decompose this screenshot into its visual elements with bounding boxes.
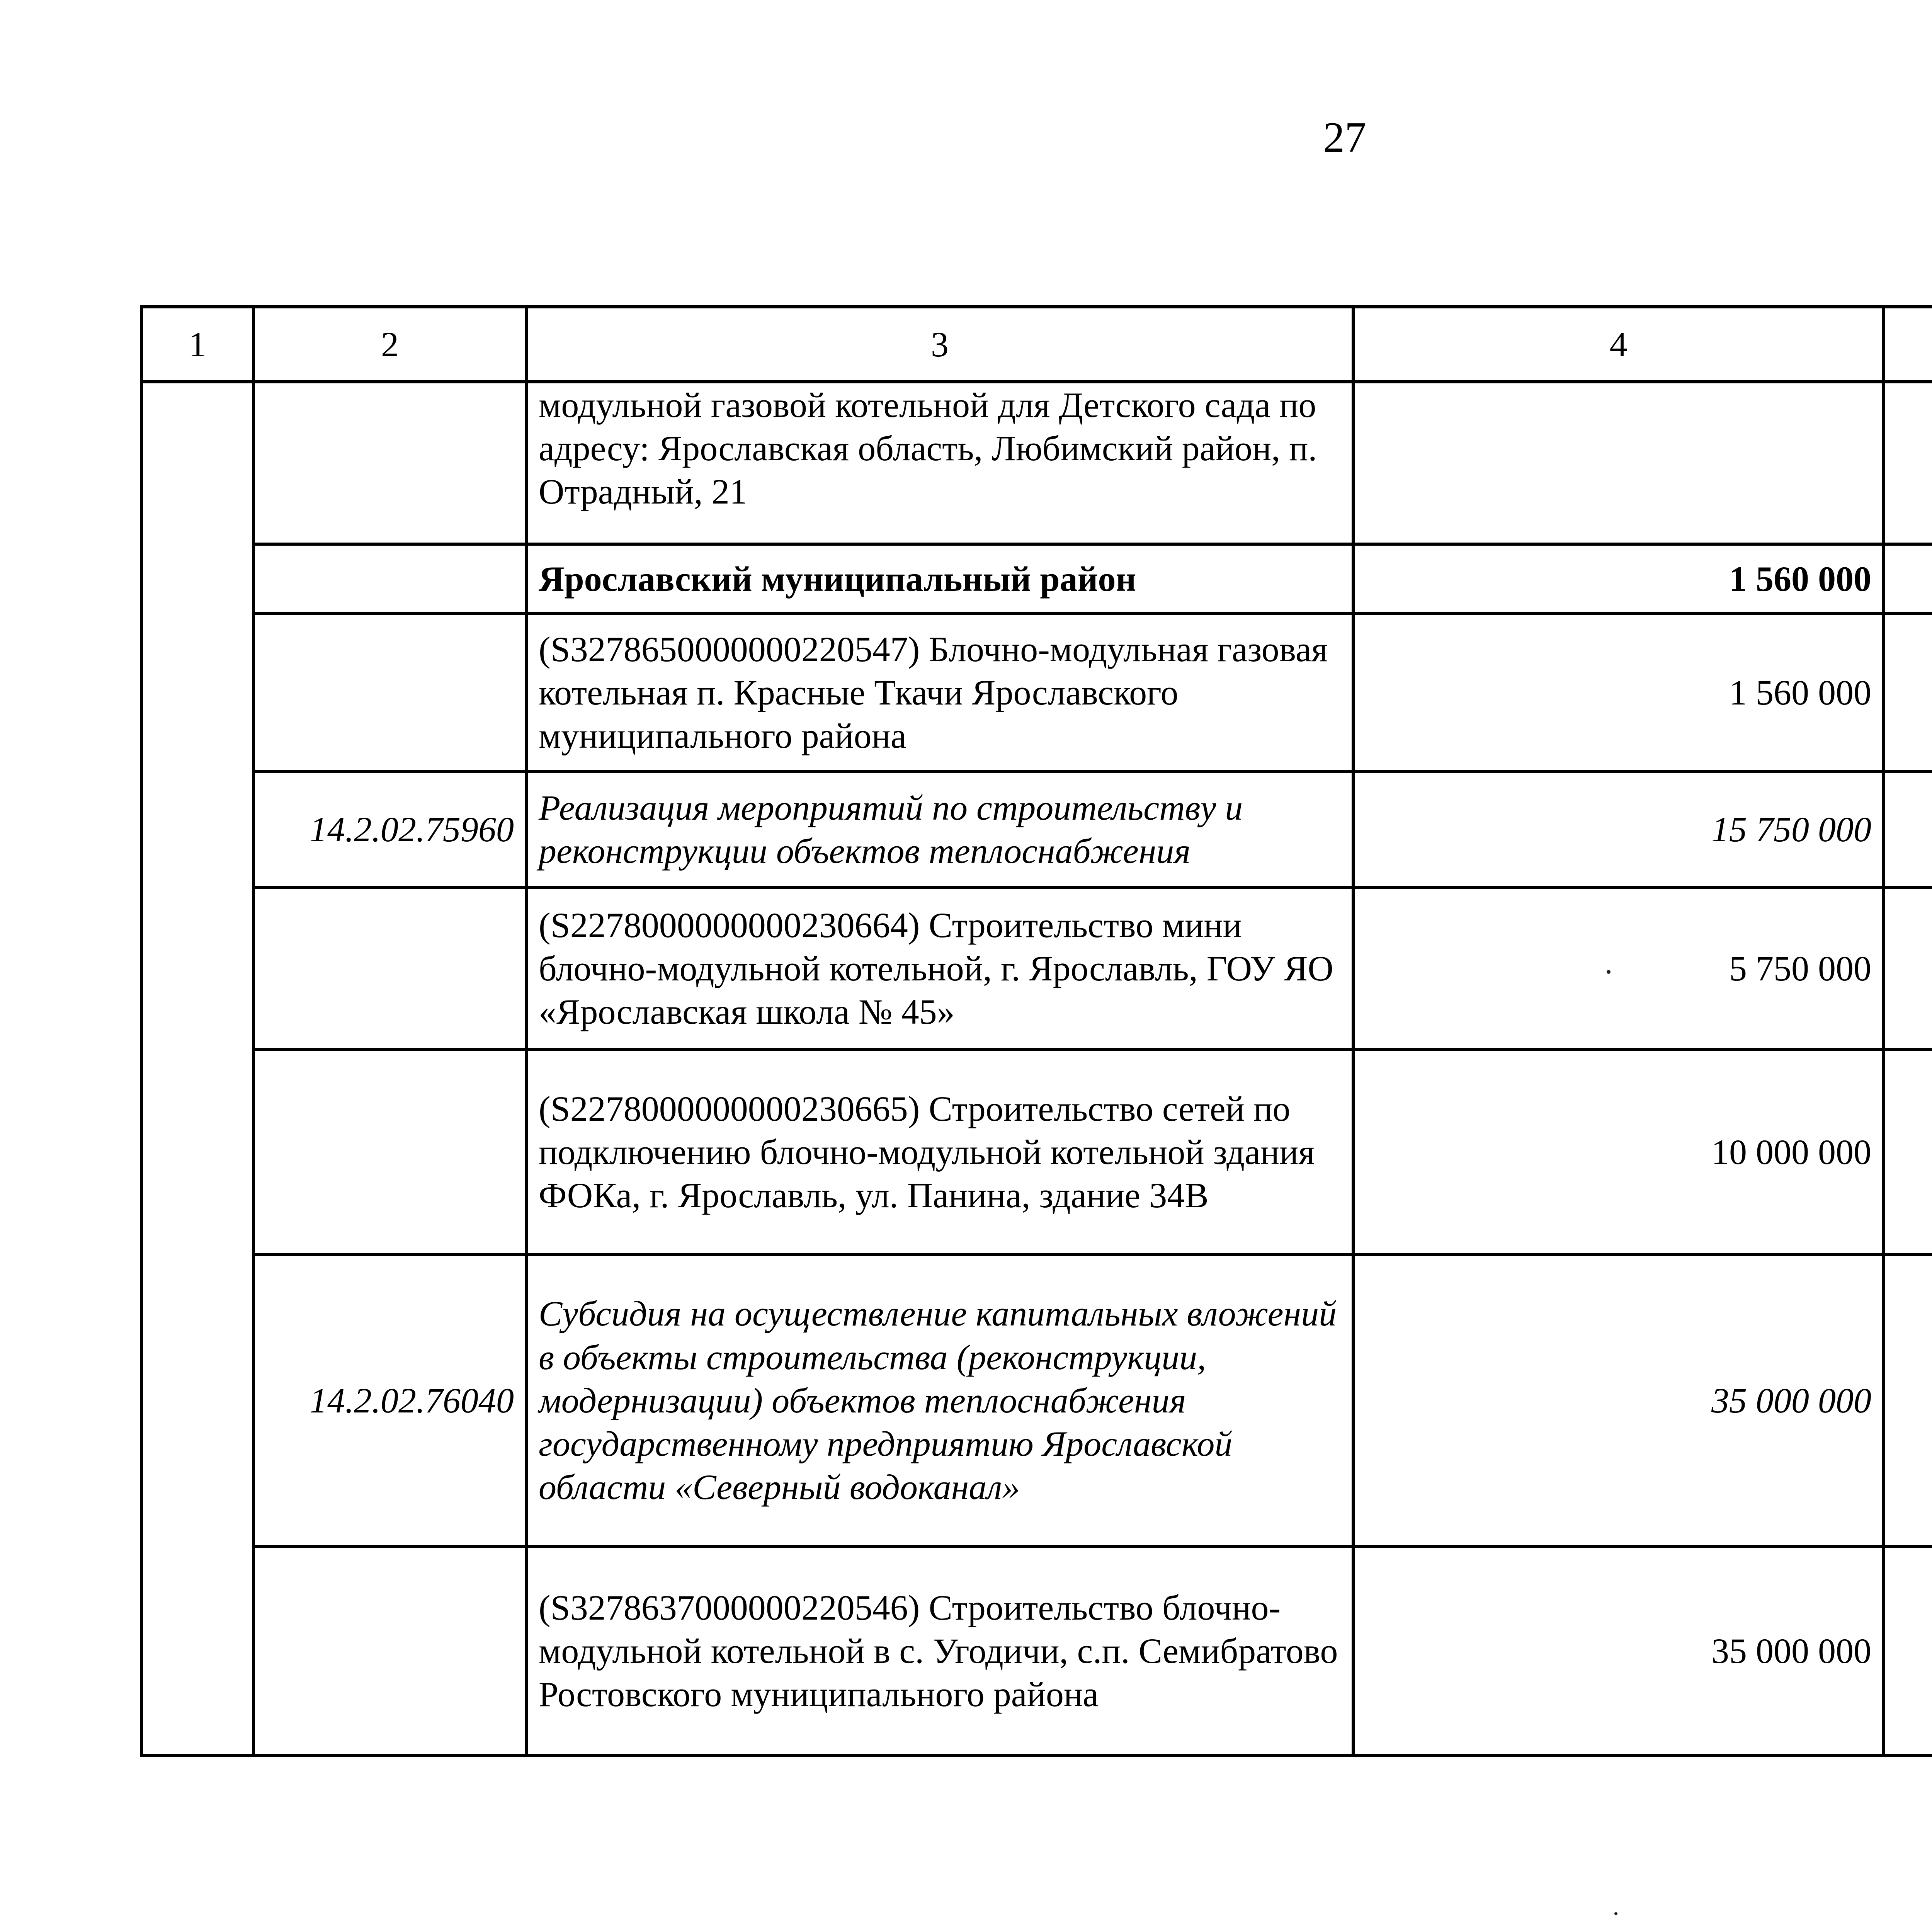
table-row xyxy=(141,614,1932,771)
header-cell-5 xyxy=(1884,307,1932,382)
value-cell-4 xyxy=(1353,382,1884,544)
header-cell-4: 4 xyxy=(1353,307,1884,382)
value-cell-4: 35 000 000 xyxy=(1353,1254,1884,1547)
description-cell: Реализация мероприятий по строительству и реконструкции объектов теплоснабжения xyxy=(526,771,1353,887)
value-cell-4: 10 000 000 xyxy=(1353,1050,1884,1254)
header-cell-1: 1 xyxy=(141,307,253,382)
description-cell: (S2278000000000230664) Строительство мини блочно-модульной котельной, г. Ярославль, ГОУ ЯО «Ярославская школа № 45» xyxy=(526,887,1353,1050)
scan-speck xyxy=(1614,1912,1617,1915)
table-row xyxy=(141,1050,1932,1254)
budget-table xyxy=(140,305,1932,1757)
value-cell-5 xyxy=(1884,771,1932,887)
table-row xyxy=(141,1547,1932,1755)
description-cell: (S3278650000000220547) Блочно-модульная газовая котельная п. Красные Ткачи Ярославского муниципального района xyxy=(526,614,1353,771)
header-row xyxy=(141,307,1932,382)
description-cell: Ярославский муниципальный район xyxy=(526,544,1353,614)
code-cell xyxy=(253,887,526,1050)
table-row xyxy=(141,1254,1932,1547)
value-cell-5 xyxy=(1884,1050,1932,1254)
value-cell-5 xyxy=(1884,1254,1932,1547)
value-cell-4: 35 000 000 xyxy=(1353,1547,1884,1755)
description-cell: Субсидия на осуществление капитальных вложений в объекты строительства (реконструкции, модернизации) объектов теплоснабжения государственному предприятию Ярославской области «Северный водоканал» xyxy=(526,1254,1353,1547)
header-cell-3: 3 xyxy=(526,307,1353,382)
page-number: 27 xyxy=(1323,114,1366,162)
scan-speck xyxy=(1607,970,1611,974)
table-row xyxy=(141,771,1932,887)
code-cell xyxy=(253,544,526,614)
description-cell: (S2278000000000230665) Строительство сетей по подключению блочно-модульной котельной здания ФОКа, г. Ярославль, ул. Панина, здание 34В xyxy=(526,1050,1353,1254)
table-row xyxy=(141,544,1932,614)
code-cell xyxy=(253,1050,526,1254)
value-cell-4: 15 750 000 xyxy=(1353,771,1884,887)
code-cell: 14.2.02.75960 xyxy=(253,771,526,887)
value-cell-4: 5 750 000 xyxy=(1353,887,1884,1050)
description-cell: (S3278637000000220546) Строительство блочно-модульной котельной в с. Угодичи, с.п. Семибратово Ростовского муниципального района xyxy=(526,1547,1353,1755)
value-cell-5 xyxy=(1884,382,1932,544)
header-cell-2: 2 xyxy=(253,307,526,382)
code-cell xyxy=(253,1547,526,1755)
value-cell-5 xyxy=(1884,544,1932,614)
column-1-merged-cell xyxy=(141,382,253,1755)
code-cell xyxy=(253,382,526,544)
code-cell: 14.2.02.76040 xyxy=(253,1254,526,1547)
code-cell xyxy=(253,614,526,771)
value-cell-4: 1 560 000 xyxy=(1353,544,1884,614)
value-cell-5 xyxy=(1884,614,1932,771)
value-cell-5 xyxy=(1884,887,1932,1050)
value-cell-4: 1 560 000 xyxy=(1353,614,1884,771)
description-cell: модульной газовой котельной для Детского сада по адресу: Ярославская область, Любимский район, п. Отрадный, 21 xyxy=(526,382,1353,544)
table-row xyxy=(141,887,1932,1050)
value-cell-5 xyxy=(1884,1547,1932,1755)
table-row xyxy=(141,382,1932,544)
